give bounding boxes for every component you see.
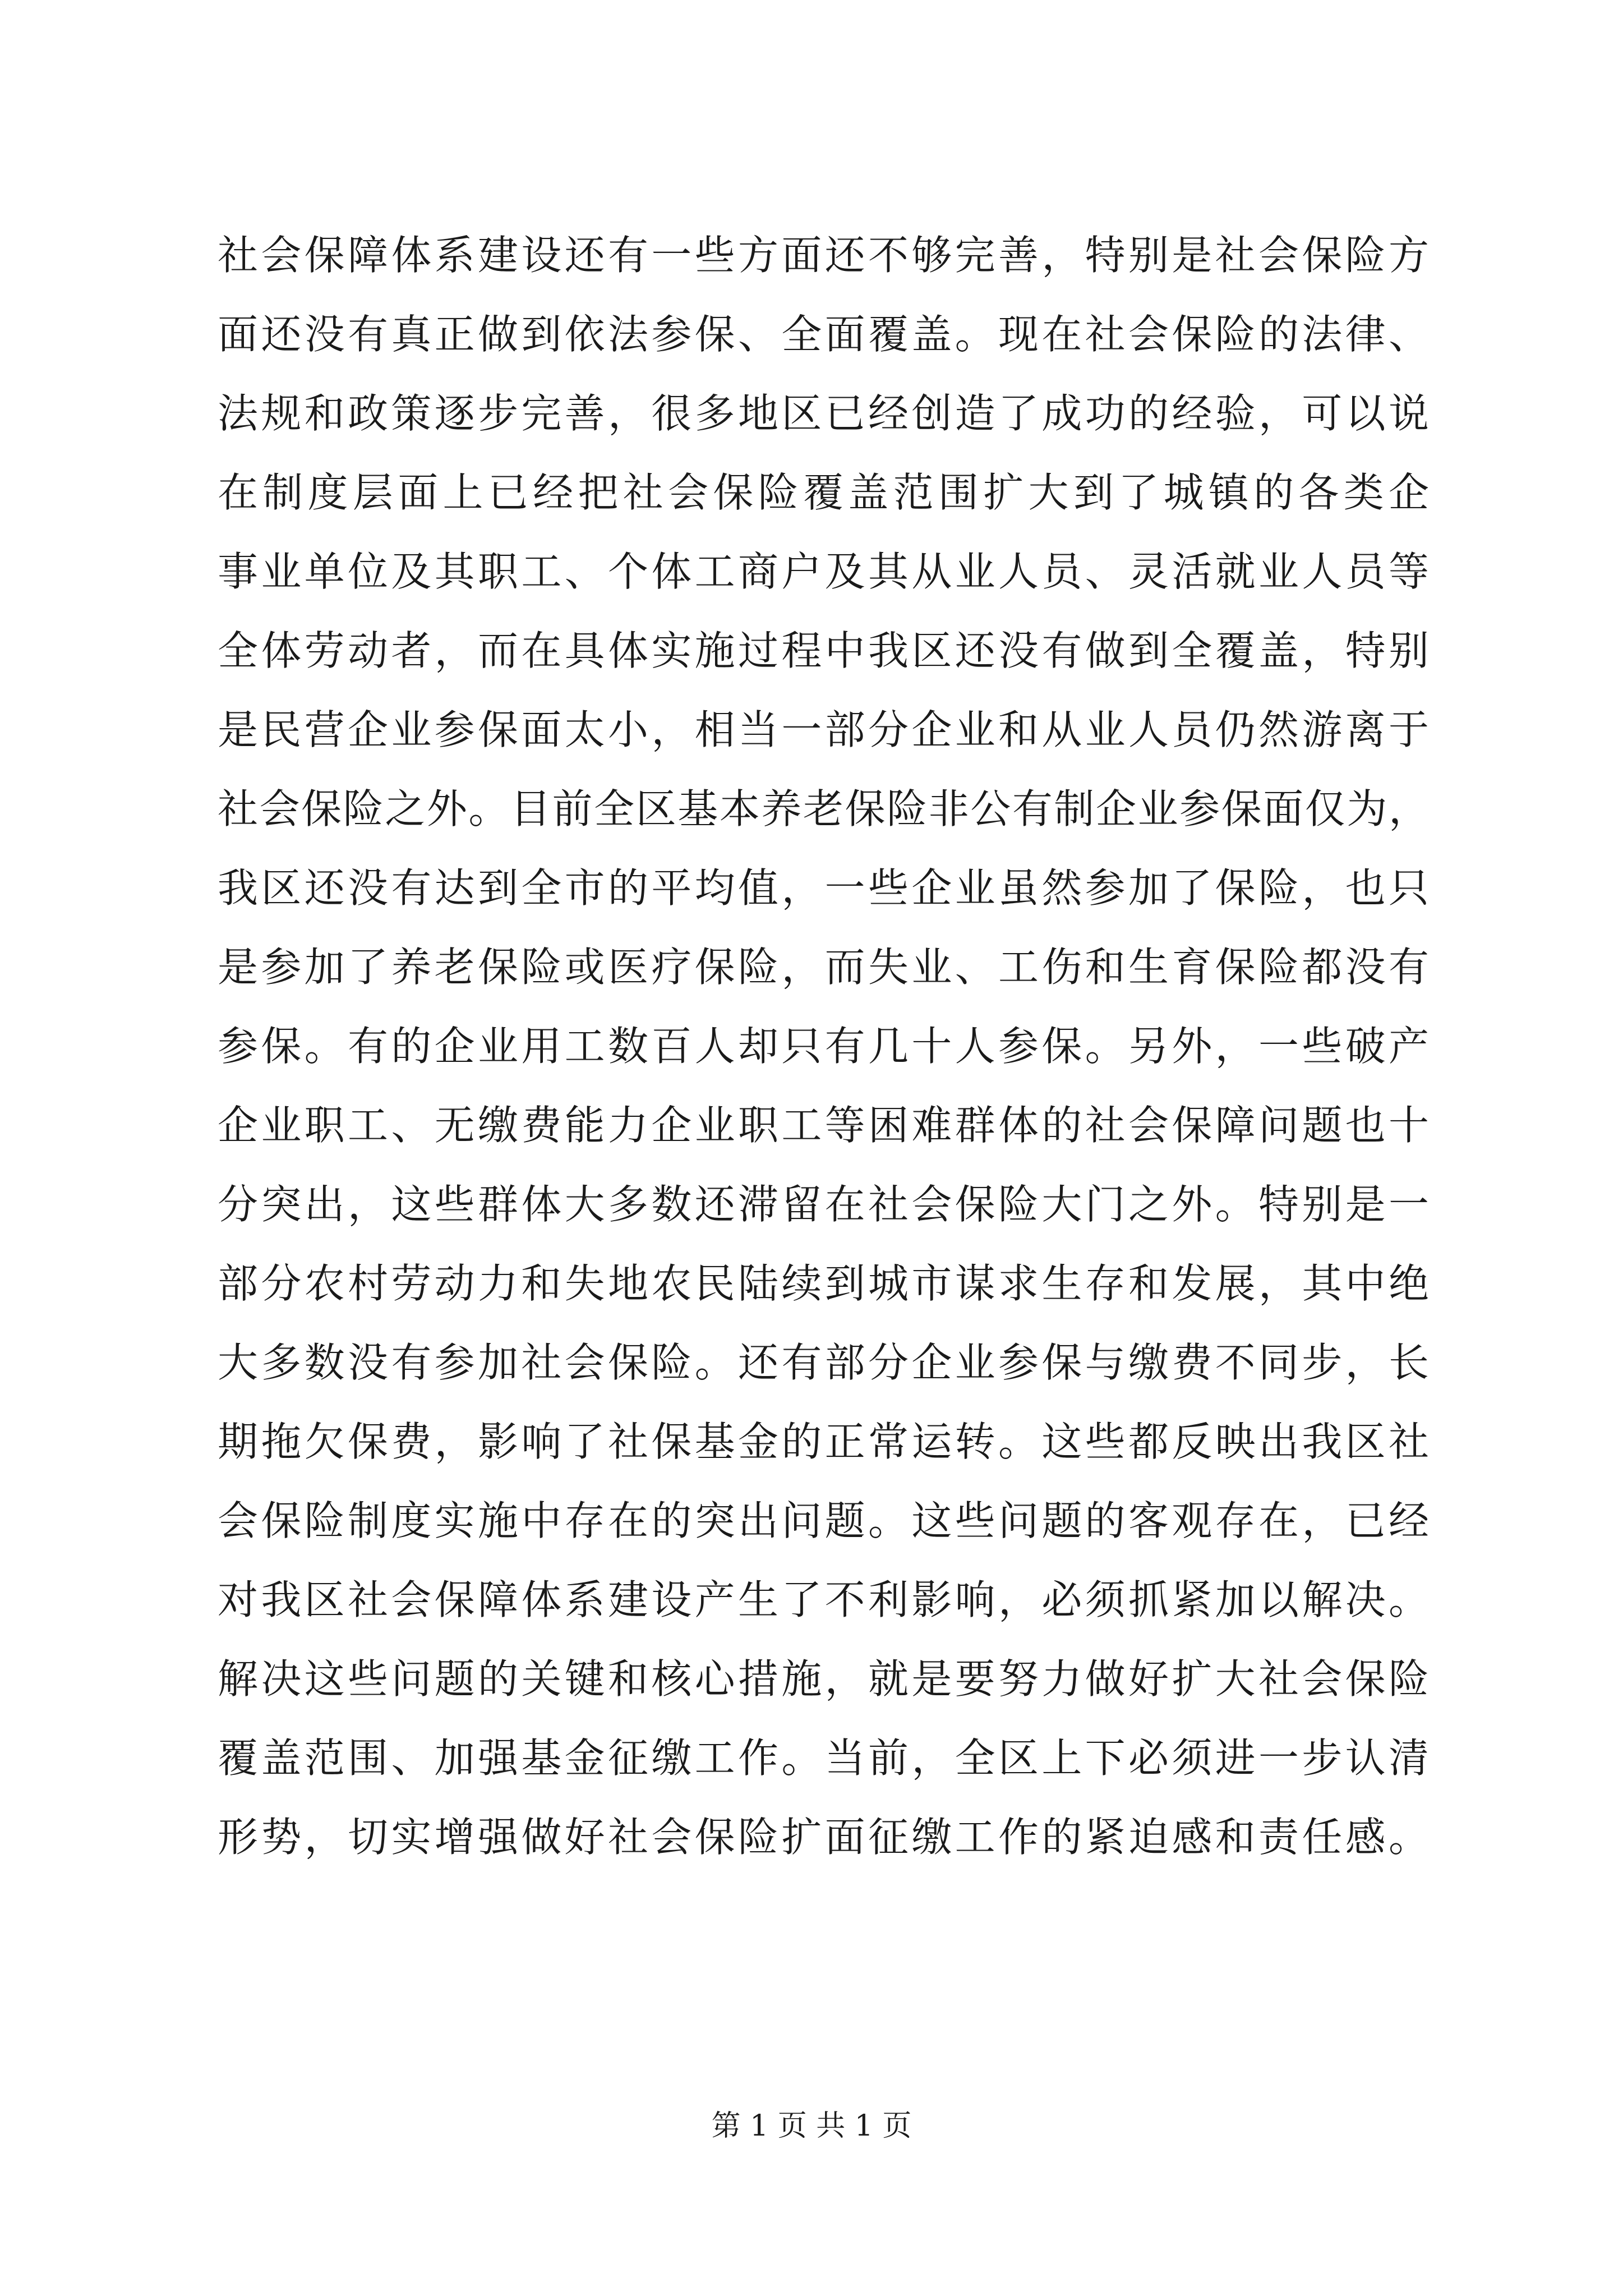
text-line: 大多数没有参加社会保险。还有部分企业参保与缴费不同步，长 xyxy=(218,1339,1429,1386)
text-line: 社会保险之外。目前全区基本养老保险非公有制企业参保面仅为， xyxy=(218,785,1429,832)
text-line: 期拖欠保费，影响了社保基金的正常运转。这些都反映出我区社 xyxy=(218,1418,1429,1465)
text-line: 法规和政策逐步完善，很多地区已经创造了成功的经验，可以说 xyxy=(218,390,1429,437)
text-line: 面还没有真正做到依法参保、全面覆盖。现在社会保险的法律、 xyxy=(218,311,1429,358)
text-line: 对我区社会保障体系建设产生了不利影响，必须抓紧加以解决。 xyxy=(218,1576,1429,1623)
text-line: 是民营企业参保面太小，相当一部分企业和从业人员仍然游离于 xyxy=(218,706,1429,753)
text-line: 解决这些问题的关键和核心措施，就是要努力做好扩大社会保险 xyxy=(218,1655,1429,1703)
text-line: 我区还没有达到全市的平均值，一些企业虽然参加了保险，也只 xyxy=(218,864,1429,912)
text-line: 是参加了养老保险或医疗保险，而失业、工伤和生育保险都没有 xyxy=(218,944,1429,991)
body-paragraph xyxy=(218,216,1429,1877)
text-line: 分突出，这些群体大多数还滞留在社会保险大门之外。特别是一 xyxy=(218,1181,1429,1228)
text-line: 企业职工、无缴费能力企业职工等困难群体的社会保障问题也十 xyxy=(218,1102,1429,1149)
text-line: 事业单位及其职工、个体工商户及其从业人员、灵活就业人员等 xyxy=(218,548,1429,595)
page-number-footer: 第 1 页 共 1 页 xyxy=(711,2109,912,2143)
text-line: 形势，切实增强做好社会保险扩面征缴工作的紧迫感和责任感。 xyxy=(218,1814,1429,1861)
text-line: 在制度层面上已经把社会保险覆盖范围扩大到了城镇的各类企 xyxy=(218,469,1429,516)
text-line: 参保。有的企业用工数百人却只有几十人参保。另外，一些破产 xyxy=(218,1023,1429,1070)
text-line: 全体劳动者，而在具体实施过程中我区还没有做到全覆盖，特别 xyxy=(218,627,1429,674)
text-line: 部分农村劳动力和失地农民陆续到城市谋求生存和发展，其中绝 xyxy=(218,1260,1429,1307)
text-line: 会保险制度实施中存在的突出问题。这些问题的客观存在，已经 xyxy=(218,1497,1429,1544)
text-line: 覆盖范围、加强基金征缴工作。当前，全区上下必须进一步认清 xyxy=(218,1734,1429,1782)
text-line: 社会保障体系建设还有一些方面还不够完善，特别是社会保险方 xyxy=(218,232,1429,279)
